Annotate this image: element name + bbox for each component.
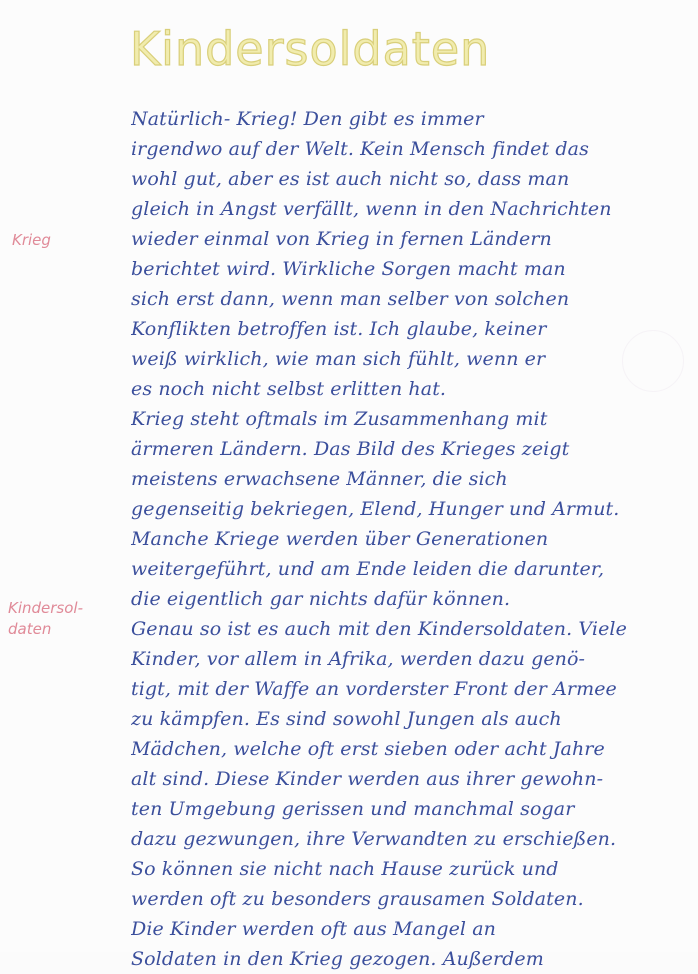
text-line: werden oft zu besonders grausamen Soldaten. (131, 888, 584, 910)
text-line: Kinder, vor allem in Afrika, werden dazu genö- (131, 648, 586, 670)
margin-note-kindersoldaten-line-2: daten (8, 620, 52, 638)
text-line: berichtet wird. Wirkliche Sorgen macht man (131, 258, 566, 280)
text-line: ärmeren Ländern. Das Bild des Krieges zeigt (131, 438, 570, 460)
text-line: Natürlich- Krieg! Den gibt es immer (131, 108, 484, 130)
body-text (131, 104, 691, 974)
text-line: alt sind. Diese Kinder werden aus ihrer gewohn- (131, 768, 604, 790)
text-line: zu kämpfen. Es sind sowohl Jungen als auch (131, 708, 562, 730)
text-line: So können sie nicht nach Hause zurück und (131, 858, 559, 880)
text-line: irgendwo auf der Welt. Kein Mensch findet das (131, 138, 589, 160)
page-title: Kindersoldaten (130, 22, 491, 76)
text-line: dazu gezwungen, ihre Verwandten zu erschießen. (131, 828, 617, 850)
margin-note-krieg: Krieg (12, 231, 51, 249)
text-line: die eigentlich gar nichts dafür können. (131, 588, 511, 610)
text-line: wieder einmal von Krieg in fernen Ländern (131, 228, 552, 250)
text-line: wohl gut, aber es ist auch nicht so, dass man (131, 168, 570, 190)
text-line: Krieg steht oftmals im Zusammenhang mit (131, 408, 548, 430)
text-line: Genau so ist es auch mit den Kindersoldaten. Viele (131, 618, 627, 640)
text-line: Soldaten in den Krieg gezogen. Außerdem (131, 948, 544, 970)
text-line: Konflikten betroffen ist. Ich glaube, keiner (131, 318, 547, 340)
text-line: Mädchen, welche oft erst sieben oder acht Jahre (131, 738, 605, 760)
text-line: sich erst dann, wenn man selber von solchen (131, 288, 570, 310)
text-line: Manche Kriege werden über Generationen (131, 528, 549, 550)
margin-note-kindersoldaten (8, 598, 98, 640)
text-line: gleich in Angst verfällt, wenn in den Nachrichten (131, 198, 612, 220)
text-line: meistens erwachsene Männer, die sich (131, 468, 508, 490)
text-line: es noch nicht selbst erlitten hat. (131, 378, 447, 400)
margin-note-kindersoldaten-line-1: Kindersol- (8, 599, 83, 617)
text-line: weiß wirklich, wie man sich fühlt, wenn er (131, 348, 546, 370)
text-line: tigt, mit der Waffe an vorderster Front der Armee (131, 678, 617, 700)
text-line: ten Umgebung gerissen und manchmal sogar (131, 798, 575, 820)
text-line: Die Kinder werden oft aus Mangel an (131, 918, 497, 940)
text-line: gegenseitig bekriegen, Elend, Hunger und Armut. (131, 498, 620, 520)
text-line: weitergeführt, und am Ende leiden die darunter, (131, 558, 605, 580)
